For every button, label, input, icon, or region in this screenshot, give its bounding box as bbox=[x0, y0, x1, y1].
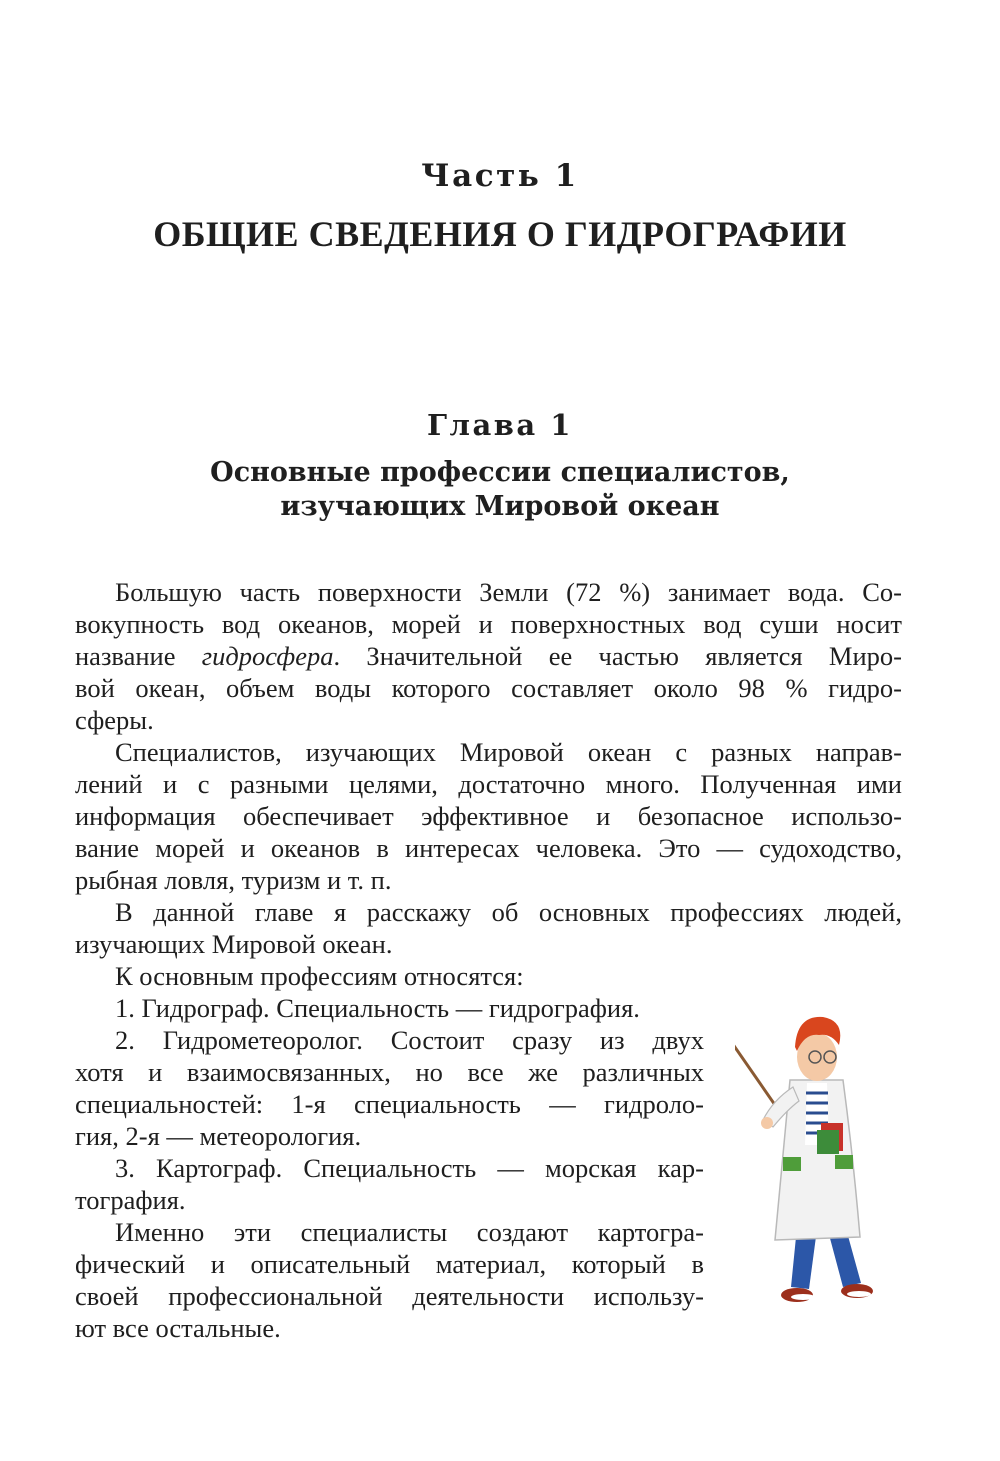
list-item: 1. Гидрограф. Специальность — гидрография. bbox=[115, 993, 640, 1023]
text-line: К основным профессиям относятся: bbox=[115, 961, 524, 991]
text-line: сферы. bbox=[75, 705, 154, 735]
list-item: 2. Гидрометеоролог. Состоит сразу из двух bbox=[115, 1025, 704, 1055]
chapter-title-line: Основные профессии специалистов, bbox=[210, 457, 790, 488]
text-line: вой океан, объем воды которого составляет около 98 % гидро- bbox=[75, 673, 902, 703]
list-item: 3. Картограф. Специальность — морская кар- bbox=[115, 1153, 704, 1183]
text-line: вокупность вод океанов, морей и поверхностных вод суши носит bbox=[75, 609, 902, 639]
scientist-illustration bbox=[735, 1005, 895, 1315]
term-hydrosphere: гидросфера bbox=[201, 641, 334, 671]
text-line: тография. bbox=[75, 1185, 186, 1215]
text-line bbox=[75, 641, 902, 671]
text-line: вание морей и океанов в интересах человека. Это — судоходство, bbox=[75, 833, 902, 863]
chapter-title-line: изучающих Мировой океан bbox=[280, 491, 720, 522]
text-line: Большую часть поверхности Земли (72 %) занимает вода. Со- bbox=[115, 577, 902, 607]
text-line: хотя и взаимосвязанных, но все же различных bbox=[75, 1057, 704, 1087]
text-fragment: название bbox=[75, 641, 202, 671]
text-line: Специалистов, изучающих Мировой океан с разных направ- bbox=[115, 737, 902, 767]
text-line: лений и с разными целями, достаточно много. Полученная ими bbox=[75, 769, 902, 799]
part-title: ОБЩИЕ СВЕДЕНИЯ О ГИДРОГРАФИИ bbox=[153, 214, 847, 254]
text-line: гия, 2-я — метеорология. bbox=[75, 1121, 362, 1151]
text-line: В данной главе я расскажу об основных профессиях людей, bbox=[115, 897, 902, 927]
text-line: фический и описательный материал, который в bbox=[75, 1249, 704, 1279]
text-line: Именно эти специалисты создают картогра- bbox=[115, 1217, 704, 1247]
text-line: ют все остальные. bbox=[75, 1313, 281, 1343]
chapter-title bbox=[0, 456, 1000, 524]
text-line: изучающих Мировой океан. bbox=[75, 929, 393, 959]
text-line: специальностей: 1-я специальность — гидроло- bbox=[75, 1089, 704, 1119]
text-line: своей профессиональной деятельности использу- bbox=[75, 1281, 704, 1311]
text-line: информация обеспечивает эффективное и безопасное использо- bbox=[75, 801, 902, 831]
chapter-label: Глава 1 bbox=[427, 408, 573, 442]
text-line: рыбная ловля, туризм и т. п. bbox=[75, 865, 392, 895]
text-fragment: . Значительной ее частью является Миро- bbox=[333, 641, 902, 671]
part-label: Часть 1 bbox=[421, 158, 579, 194]
